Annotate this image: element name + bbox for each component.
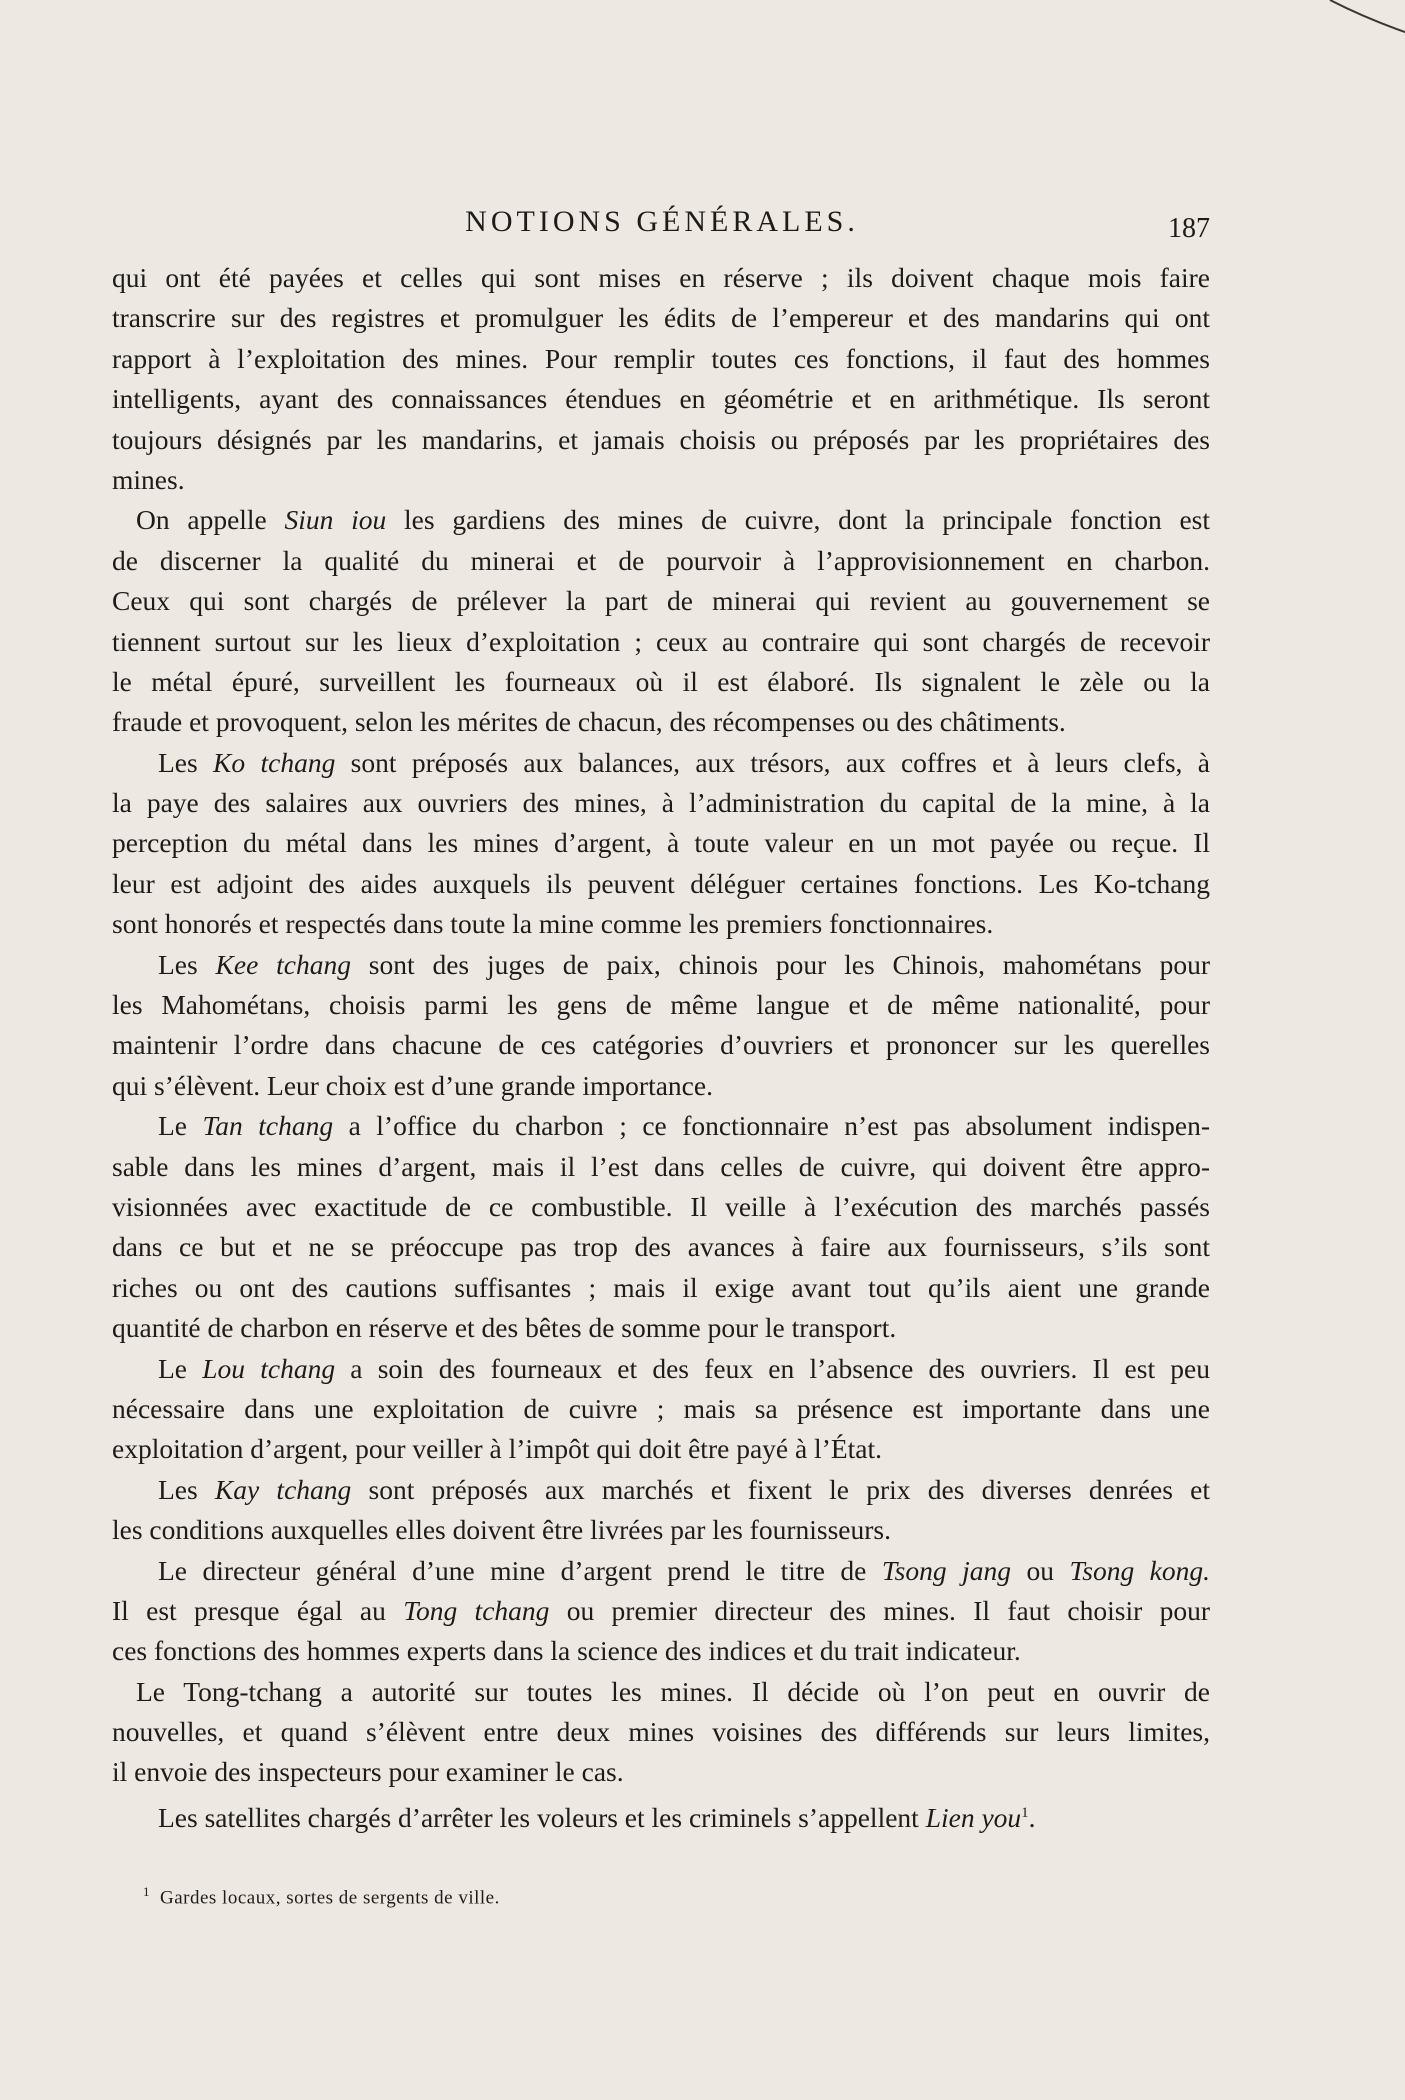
text-run: ces fonctions des hommes experts dans la science des indices et du trait indicateur. <box>112 1635 1021 1667</box>
text-run: Ceux qui sont chargés de prélever la part de minerai qui revient au gouvernement se <box>112 585 1210 617</box>
text-line <box>112 823 1210 863</box>
paragraph <box>112 945 1210 1107</box>
text-run: sable dans les mines d’argent, mais il l’est dans celles de cuivre, qui doivent être appro- <box>112 1150 1210 1182</box>
paragraph <box>112 258 1210 500</box>
text-run: leur est adjoint des aides auxquels ils peuvent déléguer certaines fonctions. Les Ko-tchang <box>112 867 1210 899</box>
italic-term: Siun iou <box>284 504 387 536</box>
text-run: perception du métal dans les mines d’argent, à toute valeur en un mot payée ou reçue. Il <box>112 827 1210 859</box>
text-run: fraude et provoquent, selon les mérites de chacun, des récompenses ou des châtiments. <box>112 706 1066 738</box>
text-line <box>112 1631 1210 1671</box>
text-run: Les <box>158 948 216 980</box>
text-line <box>112 420 1210 460</box>
text-line <box>112 298 1210 338</box>
text-line <box>112 1227 1210 1267</box>
footnote-marker: 1 <box>143 1884 150 1899</box>
italic-term: Tong tchang <box>403 1594 550 1626</box>
text-run: la paye des salaires aux ouvriers des mines, à l’administration du capital de la mine, à la <box>112 787 1210 819</box>
italic-term: Lou tchang <box>202 1352 336 1384</box>
text-run: les gardiens des mines de cuivre, dont la principale fonction est <box>386 504 1210 536</box>
text-run: il envoie des inspecteurs pour examiner le cas. <box>112 1756 624 1788</box>
text-run: Le directeur général d’une mine d’argent prend le titre de <box>158 1554 882 1586</box>
text-line <box>112 1308 1210 1348</box>
text-run: quantité de charbon en réserve et des bêtes de somme pour le transport. <box>112 1312 897 1344</box>
text-line <box>112 1147 1210 1187</box>
paragraph <box>112 1793 1210 1833</box>
text-line <box>112 1025 1210 1065</box>
text-line <box>112 1187 1210 1227</box>
text-run: Il est presque égal au <box>112 1594 404 1626</box>
text-line <box>112 1389 1210 1429</box>
text-line <box>112 864 1210 904</box>
text-line <box>112 1591 1210 1631</box>
text-run: tiennent surtout sur les lieux d’exploitation ; ceux au contraire qui sont chargés de recevoir <box>112 625 1210 657</box>
text-line <box>112 1510 1210 1550</box>
italic-term: Tan tchang <box>202 1110 334 1142</box>
text-line <box>112 743 1210 783</box>
text-run: de discerner la qualité du minerai et de pourvoir à l’approvisionnement en charbon. <box>112 544 1210 576</box>
text-run: Les <box>158 1473 215 1505</box>
text-line <box>112 702 1210 742</box>
italic-term: Lien you <box>925 1802 1022 1833</box>
text-run: Le <box>158 1110 203 1142</box>
text-run: ou <box>1011 1554 1070 1586</box>
page-body <box>112 258 1210 1833</box>
text-line <box>112 339 1210 379</box>
paragraph <box>112 743 1210 945</box>
paragraph <box>112 500 1210 742</box>
text-run: riches ou ont des cautions suffisantes ; mais il exige avant tout qu’ils aient une grande <box>112 1271 1210 1303</box>
running-title: NOTIONS GÉNÉRALES. <box>465 205 859 238</box>
text-line <box>112 1752 1210 1792</box>
text-run: sont préposés aux balances, aux trésors, aux coffres et à leurs clefs, à <box>335 746 1210 778</box>
text-run: exploitation d’argent, pour veiller à l’impôt qui doit être payé à l’État. <box>112 1433 883 1465</box>
text-run: maintenir l’ordre dans chacune de ces catégories d’ouvriers et prononcer sur les querelles <box>112 1029 1210 1061</box>
text-line <box>112 581 1210 621</box>
text-line <box>112 541 1210 581</box>
text-run: a soin des fourneaux et des feux en l’absence des ouvriers. Il est peu <box>335 1352 1211 1384</box>
text-run: qui s’élèvent. Leur choix est d’une grande importance. <box>112 1069 713 1101</box>
text-run: Le Tong-tchang a autorité sur toutes les mines. Il décide où l’on peut en ouvrir de <box>136 1675 1210 1707</box>
text-run: a l’office du charbon ; ce fonctionnaire n’est pas absolument indispen- <box>333 1110 1210 1142</box>
italic-term: Tsong jang <box>881 1554 1011 1586</box>
text-run: sont préposés aux marchés et fixent le prix des diverses denrées et <box>351 1473 1210 1505</box>
text-line <box>112 783 1210 823</box>
italic-term: Tsong kong. <box>1069 1554 1211 1586</box>
text-run: nécessaire dans une exploitation de cuivre ; mais sa présence est importante dans une <box>112 1392 1210 1424</box>
paragraph <box>112 1551 1210 1672</box>
text-run: Les satellites chargés d’arrêter les voleurs et les criminels s’appellent <box>158 1802 926 1833</box>
paragraph <box>112 1672 1210 1793</box>
text-run: sont des juges de paix, chinois pour les Chinois, mahométans pour <box>350 948 1210 980</box>
text-line <box>112 662 1210 702</box>
text-run: le métal épuré, surveillent les fourneaux où il est élaboré. Ils signalent le zèle ou la <box>112 665 1210 697</box>
text-run: nouvelles, et quand s’élèvent entre deux mines voisines des différends sur leurs limites, <box>112 1716 1210 1748</box>
text-run: transcrire sur des registres et promulguer les édits de l’empereur et des mandarins qui ont <box>112 302 1210 334</box>
text-run: dans ce but et ne se préoccupe pas trop des avances à faire aux fournisseurs, s’ils sont <box>112 1231 1210 1263</box>
footnote <box>143 1884 500 1909</box>
footnote-text: Gardes locaux, sortes de sergents de ville. <box>160 1887 500 1909</box>
text-line <box>112 622 1210 662</box>
italic-term: Kee tchang <box>215 948 351 980</box>
text-line <box>112 460 1210 500</box>
text-run: qui ont été payées et celles qui sont mises en réserve ; ils doivent chaque mois faire <box>112 262 1210 293</box>
string-on-page-corner <box>1325 0 1405 40</box>
text-line <box>112 1793 1210 1833</box>
text-run: Le <box>158 1352 203 1384</box>
page-header <box>114 205 1210 245</box>
italic-term: Kay tchang <box>214 1473 352 1505</box>
text-run: rapport à l’exploitation des mines. Pour remplir toutes ces fonctions, il faut des hommes <box>112 342 1210 374</box>
text-run: mines. <box>112 463 185 495</box>
text-run: sont honorés et respectés dans toute la mine comme les premiers fonctionnaires. <box>112 908 994 940</box>
text-run: toujours désignés par les mandarins, et jamais choisis ou préposés par les propriétaires des <box>112 423 1210 455</box>
text-run: . <box>1028 1802 1036 1833</box>
text-line <box>112 1429 1210 1469</box>
text-run: ou premier directeur des mines. Il faut choisir pour <box>549 1594 1210 1626</box>
text-run: Les <box>158 746 214 778</box>
text-line <box>112 258 1210 298</box>
page-number: 187 <box>1168 213 1210 244</box>
text-line <box>112 1470 1210 1510</box>
footnote-ref: 1 <box>1021 1804 1029 1821</box>
text-line <box>112 1106 1210 1146</box>
text-run: visionnées avec exactitude de ce combustible. Il veille à l’exécution des marchés passés <box>112 1190 1210 1222</box>
text-run: On appelle <box>136 504 285 536</box>
paragraph <box>112 1349 1210 1470</box>
text-line <box>112 1672 1210 1712</box>
text-line <box>112 945 1210 985</box>
text-run: intelligents, ayant des connaissances étendues en géométrie et en arithmétique. Ils seront <box>112 383 1210 415</box>
text-line <box>112 500 1210 540</box>
text-line <box>112 379 1210 419</box>
paragraph <box>112 1106 1210 1348</box>
text-line <box>112 1712 1210 1752</box>
text-line <box>112 1349 1210 1389</box>
text-line <box>112 904 1210 944</box>
text-run: les conditions auxquelles elles doivent être livrées par les fournisseurs. <box>112 1514 891 1546</box>
paragraph <box>112 1470 1210 1551</box>
text-line <box>112 1268 1210 1308</box>
italic-term: Ko tchang <box>213 746 336 778</box>
text-line <box>112 1551 1210 1591</box>
text-line <box>112 985 1210 1025</box>
text-line <box>112 1066 1210 1106</box>
text-run: les Mahométans, choisis parmi les gens de même langue et de même nationalité, pour <box>112 989 1210 1021</box>
